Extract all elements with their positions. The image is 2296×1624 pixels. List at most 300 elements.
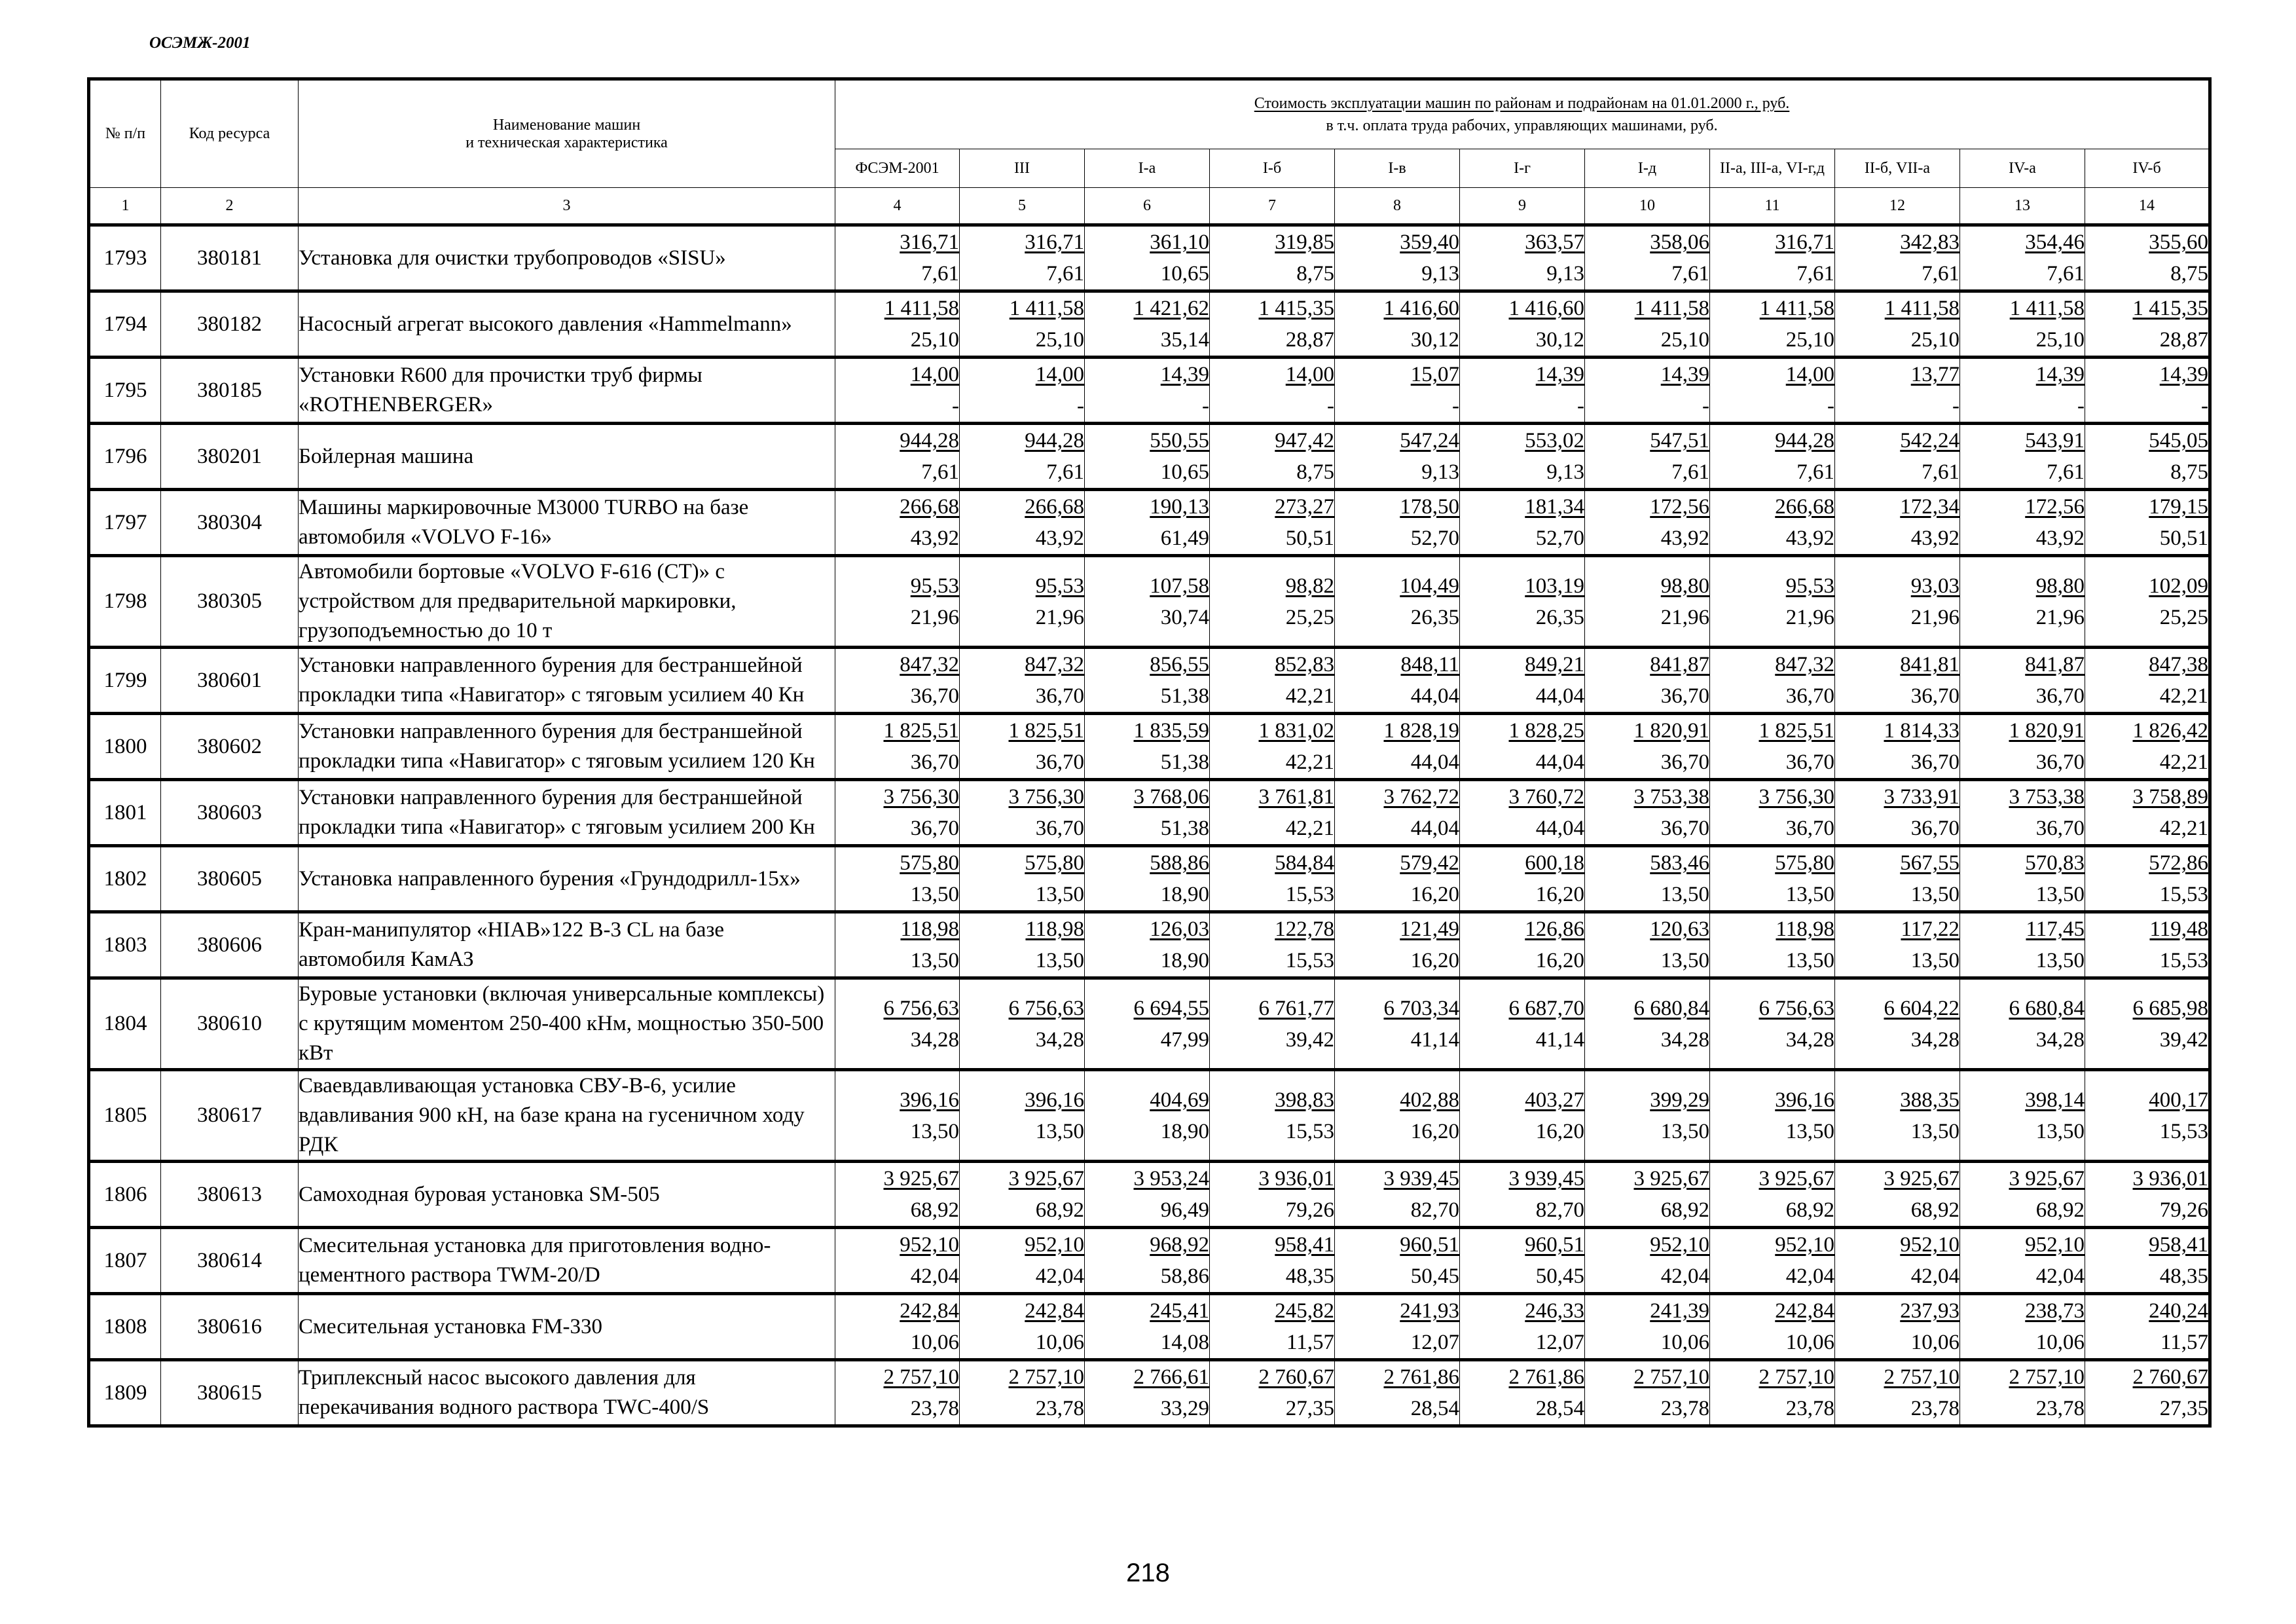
operation-cost: 3 925,67	[2009, 1167, 2085, 1190]
operation-cost: 388,35	[1900, 1088, 1959, 1112]
labor-cost: 42,21	[1285, 750, 1334, 774]
labor-cost: 10,06	[1910, 1331, 1959, 1354]
cost-cell	[1335, 1070, 1460, 1162]
labor-cost: 28,87	[2159, 328, 2209, 352]
labor-cost: 28,54	[1535, 1397, 1584, 1420]
table-row	[89, 1294, 2210, 1360]
cost-cell	[1835, 1228, 1960, 1294]
operation-cost: 553,02	[1525, 429, 1584, 452]
operation-cost: 2 757,10	[1633, 1365, 1709, 1389]
operation-cost: 241,39	[1650, 1299, 1709, 1323]
cost-cell	[960, 490, 1085, 556]
cost-cell	[1460, 1360, 1585, 1426]
operation-cost: 95,53	[910, 574, 959, 598]
cost-cell	[1835, 424, 1960, 490]
row-number: 1803	[89, 912, 161, 978]
cost-cell	[1710, 714, 1835, 780]
labor-cost: 13,50	[1910, 949, 1959, 972]
labor-cost: 25,25	[2159, 605, 2209, 629]
operation-cost: 6 694,55	[1133, 996, 1209, 1020]
labor-cost: 36,70	[910, 817, 959, 840]
header-col-number: 7	[1210, 188, 1335, 225]
operation-cost: 958,41	[1275, 1233, 1334, 1257]
resource-code: 380617	[161, 1070, 299, 1162]
cost-cell	[1835, 846, 1960, 912]
machine-name: Установки направленного бурения для бестраншейной прокладки типа «Навигатор» с тяговым усилием 120 Кн	[299, 714, 835, 780]
cost-cell	[1960, 1162, 2085, 1228]
labor-cost: 79,26	[2159, 1198, 2209, 1222]
header-name	[299, 79, 835, 188]
labor-cost: 15,53	[2159, 1119, 2209, 1143]
cost-cell	[1335, 1294, 1460, 1360]
cost-cell	[835, 780, 960, 846]
labor-cost: 61,49	[1160, 526, 1209, 550]
labor-cost: 18,90	[1160, 1119, 1209, 1143]
cost-cell	[1210, 912, 1335, 978]
cost-cell	[1210, 556, 1335, 648]
cost-cell	[1085, 1360, 1210, 1426]
cost-cell	[1835, 358, 1960, 424]
operation-cost: 3 925,67	[1008, 1167, 1084, 1190]
labor-cost: 18,90	[1160, 883, 1209, 906]
labor-cost: 42,21	[2159, 817, 2209, 840]
operation-cost: 242,84	[900, 1299, 959, 1323]
operation-cost: 172,56	[1650, 495, 1709, 519]
labor-cost: 13,50	[1785, 1119, 1834, 1143]
machine-name: Кран-манипулятор «HIAB»122 В-3 CL на базе автомобиля КамАЗ	[299, 912, 835, 978]
labor-cost: 10,06	[1660, 1331, 1709, 1354]
machine-name: Буровые установки (включая универсальные комплексы) с крутящим моментом 250-400 кНм, мощностью 350-500 кВт	[299, 978, 835, 1070]
labor-cost: 27,35	[2159, 1397, 2209, 1420]
labor-cost: 36,70	[1660, 817, 1709, 840]
operation-cost: 3 925,67	[883, 1167, 959, 1190]
labor-cost: 34,28	[1910, 1027, 1959, 1052]
labor-cost: 21,96	[1660, 605, 1709, 629]
labor-cost: 16,20	[1535, 949, 1584, 972]
operation-cost: 547,51	[1650, 429, 1709, 452]
cost-cell	[1710, 291, 1835, 358]
cost-cell	[1835, 1162, 1960, 1228]
labor-cost: 9,13	[1421, 460, 1459, 484]
labor-cost: 36,70	[2035, 684, 2085, 708]
labor-cost: 28,87	[1285, 328, 1334, 352]
cost-cell	[1460, 912, 1585, 978]
operation-cost: 6 761,77	[1258, 996, 1334, 1020]
cost-cell	[2085, 780, 2210, 846]
operation-cost: 126,86	[1525, 917, 1584, 941]
cost-cell	[1335, 225, 1460, 291]
cost-cell	[1085, 714, 1210, 780]
operation-cost: 354,46	[2025, 231, 2085, 254]
operation-cost: 14,00	[1285, 363, 1334, 386]
resource-code: 380305	[161, 556, 299, 648]
operation-cost: 2 766,61	[1133, 1365, 1209, 1389]
labor-cost: 7,61	[1046, 460, 1084, 484]
cost-cell	[1960, 912, 2085, 978]
table-row	[89, 780, 2210, 846]
labor-cost: 52,70	[1535, 526, 1584, 550]
cost-cell	[1960, 978, 2085, 1070]
labor-cost: 43,92	[1910, 526, 1959, 550]
labor-cost: 48,35	[1285, 1264, 1334, 1288]
labor-cost: 36,70	[1660, 750, 1709, 774]
machine-name: Установка для очистки трубопроводов «SISU»	[299, 225, 835, 291]
operation-cost: 600,18	[1525, 851, 1584, 875]
cost-cell	[2085, 1070, 2210, 1162]
operation-cost: 6 756,63	[1008, 996, 1084, 1020]
cost-cell	[1960, 291, 2085, 358]
labor-cost: 44,04	[1535, 684, 1584, 708]
operation-cost: 545,05	[2149, 429, 2209, 452]
labor-cost: 10,06	[1785, 1331, 1834, 1354]
labor-cost: 68,92	[1910, 1198, 1959, 1222]
cost-cell	[1585, 1294, 1710, 1360]
cost-cell	[1460, 358, 1585, 424]
machine-name: Сваевдавливающая установка СВУ-В-6, усилие вдавливания 900 кН, на базе крана на гусеничном ходу РДК	[299, 1070, 835, 1162]
operation-cost: 3 939,45	[1383, 1167, 1459, 1190]
labor-cost: 41,14	[1410, 1027, 1459, 1052]
operation-cost: 6 687,70	[1508, 996, 1584, 1020]
cost-cell	[1585, 714, 1710, 780]
labor-cost: 23,78	[2035, 1397, 2085, 1420]
table-row	[89, 424, 2210, 490]
cost-cell	[2085, 358, 2210, 424]
cost-cell	[1460, 225, 1585, 291]
labor-cost: 15,53	[2159, 883, 2209, 906]
labor-cost: 68,92	[2035, 1198, 2085, 1222]
resource-code: 380614	[161, 1228, 299, 1294]
cost-cell	[1835, 291, 1960, 358]
operation-cost: 947,42	[1275, 429, 1334, 452]
cost-cell	[835, 648, 960, 714]
labor-cost: -	[2201, 394, 2209, 418]
operation-cost: 400,17	[2149, 1088, 2209, 1112]
operation-cost: 1 825,51	[1758, 719, 1834, 743]
labor-cost: 21,96	[1785, 605, 1834, 629]
document-code: ОСЭМЖ-2001	[149, 34, 251, 52]
cost-cell	[960, 291, 1085, 358]
operation-cost: 1 411,58	[1009, 297, 1084, 320]
cost-cell	[1710, 556, 1835, 648]
labor-cost: 12,07	[1535, 1331, 1584, 1354]
cost-cell	[960, 714, 1085, 780]
operation-cost: 126,03	[1150, 917, 1209, 941]
row-number: 1806	[89, 1162, 161, 1228]
labor-cost: 16,20	[1410, 1119, 1459, 1143]
header-region: I-г	[1460, 149, 1585, 188]
operation-cost: 6 756,63	[883, 996, 959, 1020]
cost-cell	[1960, 1228, 2085, 1294]
labor-cost: 50,45	[1410, 1264, 1459, 1288]
labor-cost: 36,70	[1910, 750, 1959, 774]
labor-cost: 36,70	[910, 684, 959, 708]
cost-cell	[1585, 556, 1710, 648]
cost-cell	[1085, 556, 1210, 648]
cost-cell	[1335, 1360, 1460, 1426]
labor-cost: 9,13	[1546, 460, 1584, 484]
labor-cost: 16,20	[1535, 883, 1584, 906]
labor-cost: -	[1327, 394, 1334, 418]
page-number: 218	[1126, 1559, 1170, 1587]
labor-cost: 13,50	[2035, 1119, 2085, 1143]
resource-code: 380606	[161, 912, 299, 978]
operation-cost: 547,24	[1400, 429, 1459, 452]
operation-cost: 848,11	[1400, 653, 1459, 676]
cost-cell	[2085, 556, 2210, 648]
cost-cell	[1710, 358, 1835, 424]
cost-cell	[1085, 1228, 1210, 1294]
labor-cost: 79,26	[1285, 1198, 1334, 1222]
operation-cost: 245,41	[1150, 1299, 1209, 1323]
cost-cell	[835, 424, 960, 490]
operation-cost: 13,77	[1910, 363, 1959, 386]
cost-cell	[1585, 358, 1710, 424]
cost-cell	[1460, 1070, 1585, 1162]
machine-name: Самоходная буровая установка SM-505	[299, 1162, 835, 1228]
labor-cost: 16,20	[1410, 949, 1459, 972]
operation-cost: 6 756,63	[1758, 996, 1834, 1020]
cost-cell	[835, 556, 960, 648]
labor-cost: 42,04	[1035, 1264, 1084, 1288]
labor-cost: -	[1702, 394, 1709, 418]
operation-cost: 952,10	[1025, 1233, 1084, 1257]
operation-cost: 118,98	[1025, 917, 1084, 941]
cost-cell	[1835, 556, 1960, 648]
cost-cell	[2085, 1228, 2210, 1294]
operation-cost: 3 761,81	[1258, 785, 1334, 809]
labor-cost: 15,53	[1285, 1119, 1334, 1143]
header-region: I-д	[1585, 149, 1710, 188]
cost-cell	[2085, 424, 2210, 490]
labor-cost: 44,04	[1410, 750, 1459, 774]
header-region: II-а, III-а, VI-г,д	[1710, 149, 1835, 188]
operation-cost: 359,40	[1400, 231, 1459, 254]
labor-cost: 13,50	[1785, 949, 1834, 972]
cost-cell	[1960, 424, 2085, 490]
operation-cost: 3 756,30	[883, 785, 959, 809]
labor-cost: 36,70	[1035, 817, 1084, 840]
cost-cell	[1335, 291, 1460, 358]
cost-cell	[1960, 556, 2085, 648]
cost-cell	[1960, 490, 2085, 556]
labor-cost: 42,21	[1285, 684, 1334, 708]
labor-cost: 27,35	[1285, 1397, 1334, 1420]
cost-cell	[1710, 225, 1835, 291]
cost-cell	[1335, 978, 1460, 1070]
cost-cell	[1835, 1294, 1960, 1360]
cost-cell	[1210, 424, 1335, 490]
labor-cost: 68,92	[1660, 1198, 1709, 1222]
operation-cost: 1 411,58	[884, 297, 959, 320]
header-col-number: 6	[1085, 188, 1210, 225]
cost-cell	[1585, 291, 1710, 358]
operation-cost: 1 411,58	[1884, 297, 1959, 320]
machine-name: Автомобили бортовые «VOLVO F-616 (CT)» с устройством для предварительной маркировки, грузоподъемностью до 10 т	[299, 556, 835, 648]
operation-cost: 319,85	[1275, 231, 1334, 254]
labor-cost: 42,21	[2159, 750, 2209, 774]
operation-cost: 14,39	[2159, 363, 2209, 386]
labor-cost: 51,38	[1160, 750, 1209, 774]
operation-cost: 3 733,91	[1884, 785, 1959, 809]
operation-cost: 1 820,91	[2009, 719, 2085, 743]
row-number: 1809	[89, 1360, 161, 1426]
cost-cell	[1585, 846, 1710, 912]
cost-cell	[960, 225, 1085, 291]
operation-cost: 399,29	[1650, 1088, 1709, 1112]
cost-cell	[1210, 358, 1335, 424]
cost-cell	[1085, 1070, 1210, 1162]
operation-cost: 120,63	[1650, 917, 1709, 941]
operation-cost: 14,39	[1660, 363, 1709, 386]
cost-cell	[1585, 225, 1710, 291]
cost-cell	[1460, 648, 1585, 714]
operation-cost: 1 835,59	[1133, 719, 1209, 743]
machine-name: Насосный агрегат высокого давления «Hammelmann»	[299, 291, 835, 358]
operation-cost: 1 831,02	[1258, 719, 1334, 743]
operation-cost: 852,83	[1275, 653, 1334, 676]
cost-cell	[1085, 291, 1210, 358]
cost-cell	[1210, 490, 1335, 556]
cost-cell	[835, 1070, 960, 1162]
cost-cell	[1335, 780, 1460, 846]
operation-cost: 575,80	[1025, 851, 1084, 875]
labor-cost: 42,04	[2035, 1264, 2085, 1288]
operation-cost: 2 757,10	[1008, 1365, 1084, 1389]
operation-cost: 1 814,33	[1884, 719, 1959, 743]
labor-cost: -	[1202, 394, 1209, 418]
labor-cost: 41,14	[1535, 1027, 1584, 1052]
row-number: 1804	[89, 978, 161, 1070]
cost-cell	[960, 846, 1085, 912]
cost-cell	[1835, 1070, 1960, 1162]
header-region: I-б	[1210, 149, 1335, 188]
operation-cost: 117,45	[2026, 917, 2085, 941]
labor-cost: 35,14	[1160, 328, 1209, 352]
operation-cost: 1 415,35	[2132, 297, 2209, 320]
labor-cost: 42,04	[910, 1264, 959, 1288]
labor-cost: 10,65	[1160, 262, 1209, 286]
operation-cost: 952,10	[1650, 1233, 1709, 1257]
table-row	[89, 225, 2210, 291]
labor-cost: 7,61	[2047, 460, 2085, 484]
cost-cell	[1710, 1162, 1835, 1228]
cost-cell	[1710, 846, 1835, 912]
table-row	[89, 1162, 2210, 1228]
labor-cost: -	[1827, 394, 1834, 418]
labor-cost: 34,28	[910, 1027, 959, 1052]
cost-cell	[2085, 648, 2210, 714]
header-col-number: 1	[89, 188, 161, 225]
header-name-line2: и техническая характеристика	[465, 134, 668, 151]
cost-cell	[1585, 490, 1710, 556]
cost-cell	[1585, 1228, 1710, 1294]
operation-cost: 856,55	[1150, 653, 1209, 676]
labor-cost: 21,96	[910, 605, 959, 629]
labor-cost: 36,70	[2035, 817, 2085, 840]
cost-cell	[2085, 978, 2210, 1070]
labor-cost: 15,53	[2159, 949, 2209, 972]
row-number: 1793	[89, 225, 161, 291]
operation-cost: 245,82	[1275, 1299, 1334, 1323]
operation-cost: 342,83	[1900, 231, 1959, 254]
resource-code: 380602	[161, 714, 299, 780]
labor-cost: 36,70	[1035, 684, 1084, 708]
operation-cost: 396,16	[900, 1088, 959, 1112]
header-col-number: 14	[2085, 188, 2210, 225]
machine-name: Установки R600 для прочистки труб фирмы «ROTHENBERGER»	[299, 358, 835, 424]
operation-cost: 968,92	[1150, 1233, 1209, 1257]
cost-cell	[835, 490, 960, 556]
operation-cost: 95,53	[1035, 574, 1084, 598]
cost-cell	[1085, 648, 1210, 714]
operation-cost: 242,84	[1775, 1299, 1834, 1323]
operation-cost: 944,28	[1025, 429, 1084, 452]
cost-cell	[960, 912, 1085, 978]
labor-cost: 8,75	[1296, 262, 1334, 286]
labor-cost: 47,99	[1160, 1027, 1209, 1052]
labor-cost: 36,70	[2035, 750, 2085, 774]
labor-cost: 12,07	[1410, 1331, 1459, 1354]
table-row	[89, 1360, 2210, 1426]
header-col-number: 12	[1835, 188, 1960, 225]
cost-cell	[1085, 225, 1210, 291]
operation-cost: 316,71	[900, 231, 959, 254]
cost-cell	[1085, 358, 1210, 424]
labor-cost: 30,12	[1410, 328, 1459, 352]
operation-cost: 3 753,38	[2009, 785, 2085, 809]
labor-cost: -	[1077, 394, 1084, 418]
cost-cell	[960, 978, 1085, 1070]
cost-cell	[1710, 780, 1835, 846]
operation-cost: 944,28	[1775, 429, 1834, 452]
cost-cell	[835, 978, 960, 1070]
cost-cell	[2085, 1294, 2210, 1360]
cost-cell	[960, 1360, 1085, 1426]
operation-cost: 575,80	[900, 851, 959, 875]
header-col-number: 11	[1710, 188, 1835, 225]
operation-cost: 1 415,35	[1258, 297, 1334, 320]
operation-cost: 6 703,34	[1383, 996, 1459, 1020]
operation-cost: 952,10	[1900, 1233, 1959, 1257]
labor-cost: 23,78	[1910, 1397, 1959, 1420]
cost-cell	[1835, 978, 1960, 1070]
operation-cost: 122,78	[1275, 917, 1334, 941]
cost-cell	[835, 846, 960, 912]
labor-cost: 10,06	[2035, 1331, 2085, 1354]
labor-cost: 7,61	[1796, 262, 1834, 286]
labor-cost: 96,49	[1160, 1198, 1209, 1222]
cost-cell	[835, 358, 960, 424]
labor-cost: 36,70	[1660, 684, 1709, 708]
operation-cost: 98,82	[1285, 574, 1334, 598]
header-num: № п/п	[89, 79, 161, 188]
labor-cost: 13,50	[1035, 883, 1084, 906]
operation-cost: 121,49	[1400, 917, 1459, 941]
labor-cost: 51,38	[1160, 684, 1209, 708]
cost-cell	[1960, 1294, 2085, 1360]
operation-cost: 1 826,42	[2132, 719, 2209, 743]
cost-cell	[1835, 912, 1960, 978]
operation-cost: 118,98	[900, 917, 959, 941]
operation-cost: 1 828,25	[1508, 719, 1584, 743]
cost-cell	[1460, 424, 1585, 490]
resource-code: 380603	[161, 780, 299, 846]
operation-cost: 102,09	[2149, 574, 2209, 598]
operation-cost: 2 757,10	[883, 1365, 959, 1389]
labor-cost: 13,50	[1660, 1119, 1709, 1143]
cost-cell	[1210, 1294, 1335, 1360]
table-row	[89, 556, 2210, 648]
